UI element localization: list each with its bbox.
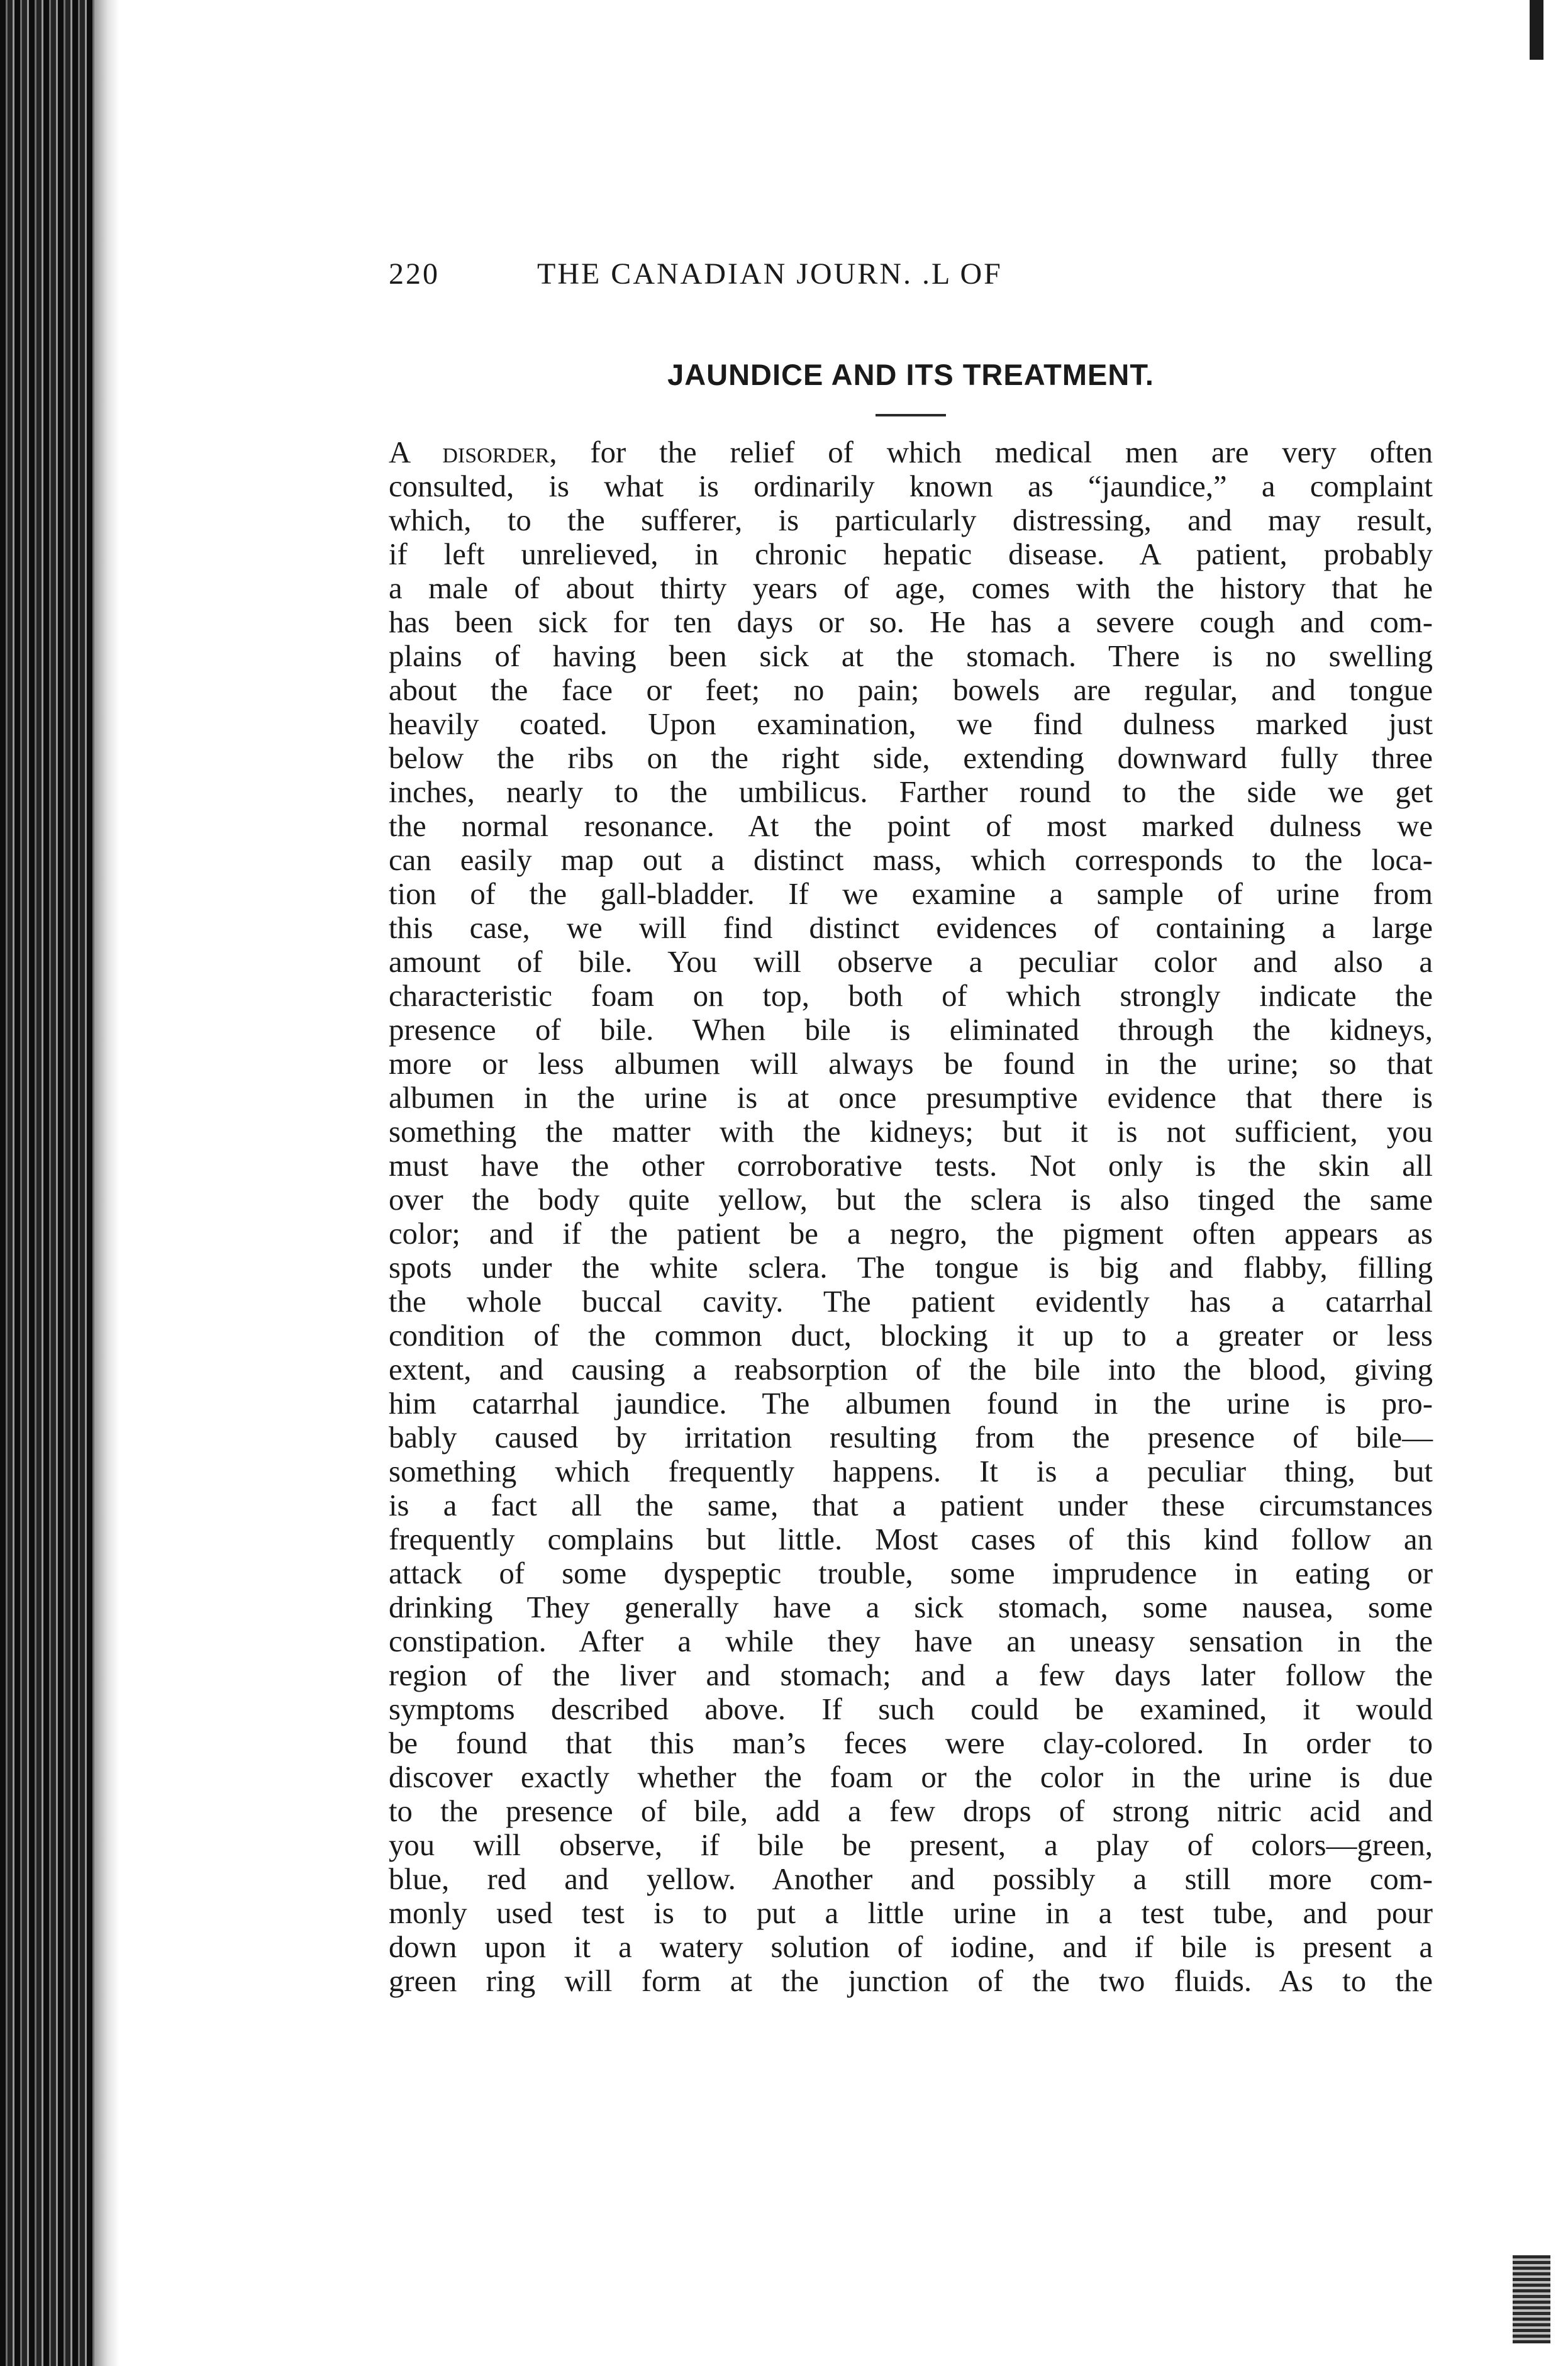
text-line: inches, nearly to the umbilicus. Farther round to the side we get (389, 775, 1433, 809)
title-rule (876, 414, 946, 416)
text-line: which, to the sufferer, is particularly distressing, and may result, (389, 503, 1433, 537)
text-line: amount of bile. You will observe a peculiar color and also a (389, 945, 1433, 979)
text-line: discover exactly whether the foam or the color in the urine is due (389, 1760, 1433, 1794)
text-line: is a fact all the same, that a patient under these circumstances (389, 1488, 1433, 1522)
lead-word: A disorder, (389, 435, 557, 469)
text-line: consulted, is what is ordinarily known as “jaundice,” a complaint (389, 469, 1433, 503)
text-line: over the body quite yellow, but the sclera is also tinged the same (389, 1183, 1433, 1217)
text-line: you will observe, if bile be present, a play of colors—green, (389, 1828, 1433, 1862)
text-line: spots under the white sclera. The tongue is big and flabby, filling (389, 1251, 1433, 1285)
text-line: region of the liver and stomach; and a few days later follow the (389, 1658, 1433, 1692)
scan-edge-mark (1513, 2255, 1550, 2343)
text-line: something which frequently happens. It is a peculiar thing, but (389, 1454, 1433, 1488)
text-line: below the ribs on the right side, extending downward fully three (389, 741, 1433, 775)
binding-gutter (0, 0, 94, 2366)
text-line: has been sick for ten days or so. He has a severe cough and com- (389, 605, 1433, 639)
article-title: JAUNDICE AND ITS TREATMENT. (667, 358, 1154, 391)
text-line: color; and if the patient be a negro, the pigment often appears as (389, 1217, 1433, 1251)
text-line: attack of some dyspeptic trouble, some imprudence in eating or (389, 1556, 1433, 1590)
text-line: him catarrhal jaundice. The albumen found in the urine is pro- (389, 1387, 1433, 1420)
text-line: can easily map out a distinct mass, which corresponds to the loca- (389, 843, 1433, 877)
text-line: tion of the gall-bladder. If we examine a sample of urine from (389, 877, 1433, 911)
text-line: bably caused by irritation resulting from the presence of bile— (389, 1420, 1433, 1454)
text-line: heavily coated. Upon examination, we find dulness marked just (389, 707, 1433, 741)
text-line: condition of the common duct, blocking it up to a greater or less (389, 1319, 1433, 1353)
text-line: must have the other corroborative tests. Not only is the skin all (389, 1149, 1433, 1183)
page-number: 220 (389, 257, 440, 291)
text-line: frequently complains but little. Most cases of this kind follow an (389, 1522, 1433, 1556)
text-line: constipation. After a while they have an uneasy sensation in the (389, 1624, 1433, 1658)
text-line: down upon it a watery solution of iodine, and if bile is present a (389, 1930, 1433, 1964)
running-header (389, 257, 1433, 291)
text-line: about the face or feet; no pain; bowels are regular, and tongue (389, 673, 1433, 707)
text-line: the whole buccal cavity. The patient evidently has a catarrhal (389, 1285, 1433, 1319)
text-line: plains of having been sick at the stomach. There is no swelling (389, 639, 1433, 673)
text-line: be found that this man’s feces were clay-colored. In order to (389, 1726, 1433, 1760)
text-line: extent, and causing a reabsorption of the bile into the blood, giving (389, 1353, 1433, 1387)
text-line: something the matter with the kidneys; but it is not sufficient, you (389, 1115, 1433, 1149)
running-title: THE CANADIAN JOURN. .L OF (537, 257, 1003, 291)
text-line: drinking They generally have a sick stomach, some nausea, some (389, 1590, 1433, 1624)
text-line: the normal resonance. At the point of most marked dulness we (389, 809, 1433, 843)
text-line: a male of about thirty years of age, comes with the history that he (389, 571, 1433, 605)
text-line: to the presence of bile, add a few drops of strong nitric acid and (389, 1794, 1433, 1828)
text-line: blue, red and yellow. Another and possibly a still more com- (389, 1862, 1433, 1896)
gutter-shadow (94, 0, 120, 2366)
text-line: albumen in the urine is at once presumptive evidence that there is (389, 1081, 1433, 1115)
text-line: if left unrelieved, in chronic hepatic disease. A patient, probably (389, 537, 1433, 571)
text-line: green ring will form at the junction of the two fluids. As to the (389, 1964, 1433, 1998)
text-line: characteristic foam on top, both of which strongly indicate the (389, 979, 1433, 1013)
text-line: more or less albumen will always be found in the urine; so that (389, 1047, 1433, 1081)
text-line: monly used test is to put a little urine in a test tube, and pour (389, 1896, 1433, 1930)
text-line: presence of bile. When bile is eliminated through the kidneys, (389, 1013, 1433, 1047)
text-line: this case, we will find distinct evidences of containing a large (389, 911, 1433, 945)
text-line: A disorder, for the relief of which medical men are very often (389, 435, 1433, 469)
article-body (389, 435, 1433, 1998)
scan-edge-mark (1530, 0, 1543, 60)
text-line: symptoms described above. If such could be examined, it would (389, 1692, 1433, 1726)
